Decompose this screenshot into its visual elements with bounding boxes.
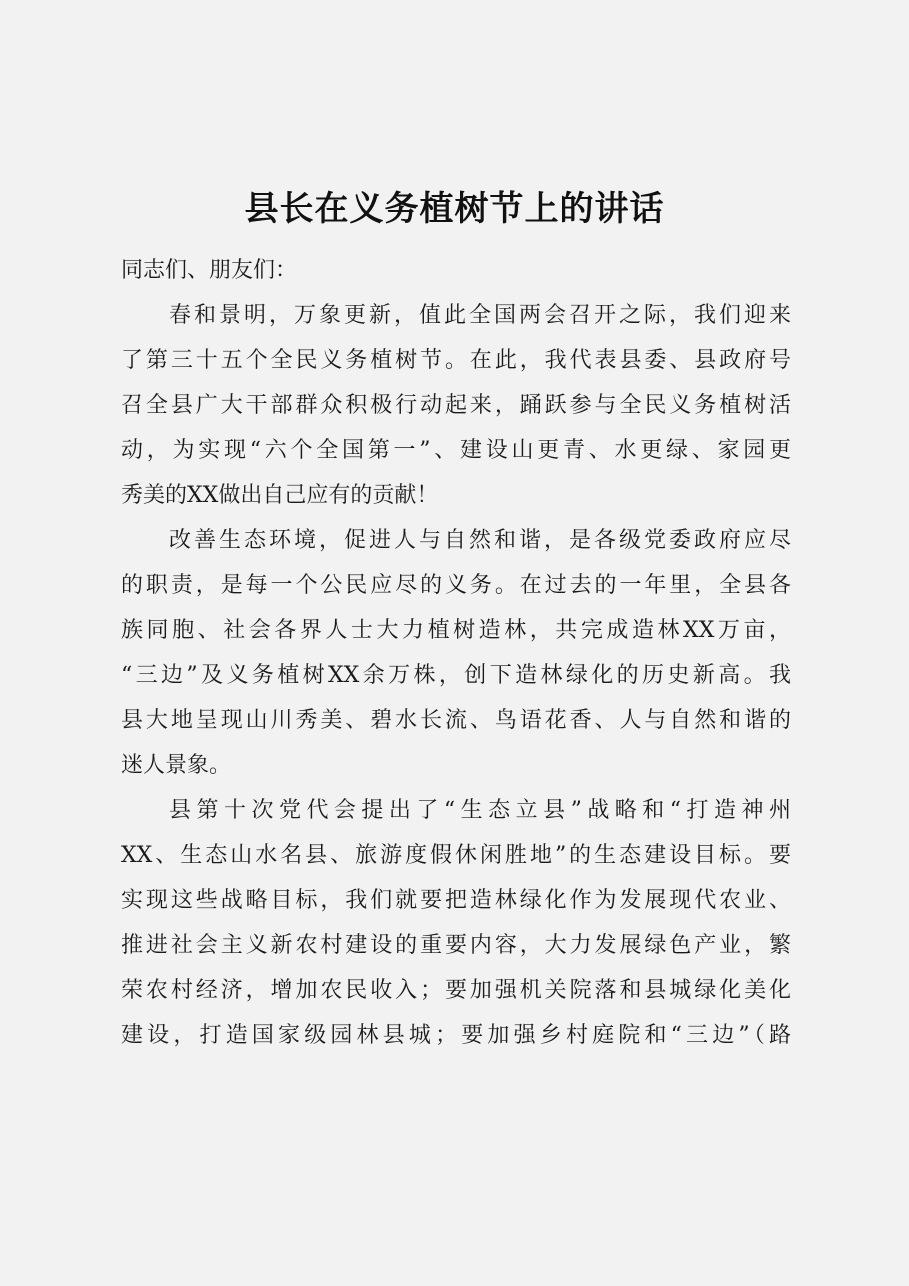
paragraph-line: 动，为实现“六个全国第一”、建设山更青、水更绿、家园更: [121, 438, 791, 463]
paragraph-line: 建设，打造国家级园林县城；要加强乡村庭院和“三边”（路: [121, 1023, 791, 1048]
paragraph-line: 迷人景象。: [121, 753, 232, 778]
document-title: 县长在义务植树节上的讲话: [244, 189, 665, 229]
paragraph-line: 了第三十五个全民义务植树节。在此，我代表县委、县政府号: [121, 348, 791, 373]
paragraph-line: XX、生态山水名县、旅游度假休闲胜地”的生态建设目标。要: [121, 843, 791, 868]
paragraph-2: [121, 518, 791, 788]
paragraph-line: 召全县广大干部群众积极行动起来，踊跃参与全民义务植树活: [121, 393, 791, 418]
paragraph-line: 族同胞、社会各界人士大力植树造林，共完成造林XX万亩，: [121, 618, 791, 643]
document-body: [121, 248, 791, 1058]
paragraph-line: 县大地呈现山川秀美、碧水长流、鸟语花香、人与自然和谐的: [121, 708, 791, 733]
salutation: 同志们、朋友们：: [121, 258, 298, 283]
paragraph-line: 实现这些战略目标，我们就要把造林绿化作为发展现代农业、: [121, 888, 791, 913]
paragraph-3: [121, 788, 791, 1058]
paragraph-line: 荣农村经济，增加农民收入；要加强机关院落和县城绿化美化: [121, 978, 791, 1003]
paragraph-line: 县第十次党代会提出了“生态立县”战略和“打造神州: [169, 798, 791, 823]
paragraph-line: 的职责，是每一个公民应尽的义务。在过去的一年里，全县各: [121, 573, 791, 598]
paragraph-line: “三边”及义务植树XX余万株，创下造林绿化的历史新高。我: [121, 663, 791, 688]
paragraph-line: 改善生态环境，促进人与自然和谐，是各级党委政府应尽: [169, 528, 791, 553]
paragraph-line: 春和景明，万象更新，值此全国两会召开之际，我们迎来: [169, 303, 791, 328]
paragraph-line: 秀美的XX做出自己应有的贡献！: [121, 483, 439, 508]
paragraph-line: 推进社会主义新农村建设的重要内容，大力发展绿色产业，繁: [121, 933, 791, 958]
paragraph-1: [121, 293, 791, 518]
